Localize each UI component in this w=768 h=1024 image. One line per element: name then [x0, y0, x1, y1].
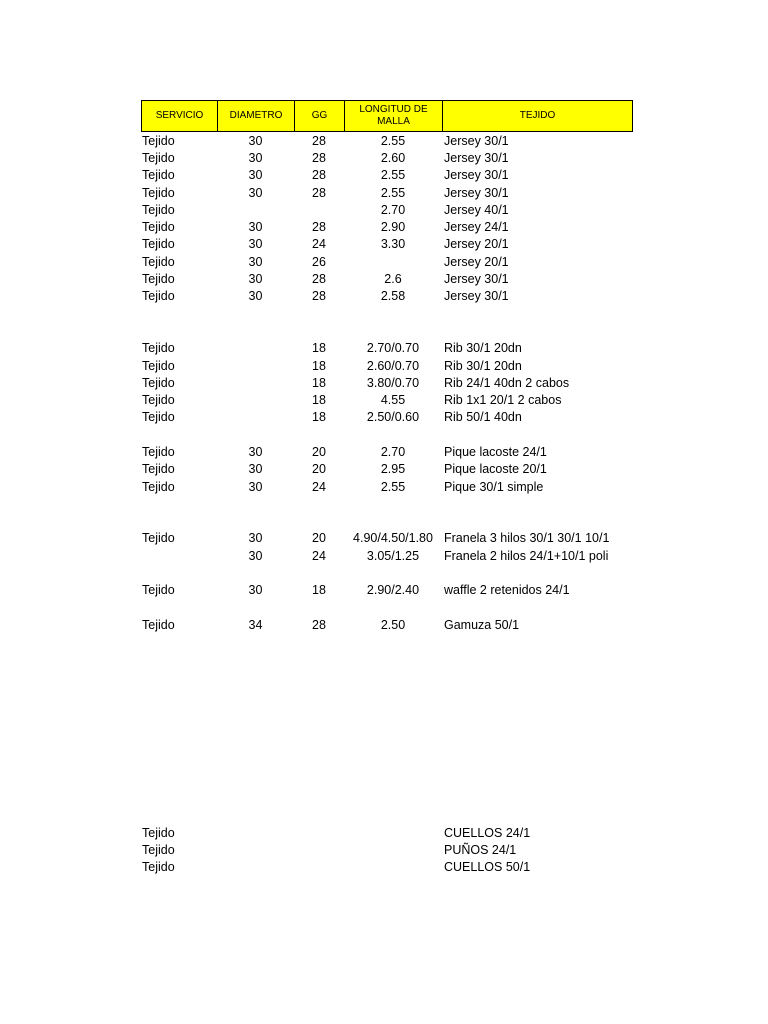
- table-row: [141, 478, 633, 495]
- diametro-cell: 30: [248, 168, 263, 183]
- table-row: [141, 357, 633, 374]
- longitud-cell: 2.70: [380, 202, 406, 217]
- table-body: [141, 132, 633, 876]
- servicio-cell: Tejido: [142, 289, 175, 304]
- servicio-cell: Tejido: [142, 479, 175, 494]
- longitud-cell: 4.55: [380, 393, 406, 408]
- tejido-cell: Jersey 20/1: [444, 237, 509, 252]
- gg-cell: 24: [312, 479, 326, 494]
- tejido-cell: Rib 24/1 40dn 2 cabos: [444, 375, 570, 390]
- tejido-cell: Rib 30/1 20dn: [444, 358, 522, 373]
- gg-cell: 28: [312, 617, 326, 632]
- gg-cell: 18: [312, 583, 326, 598]
- gg-cell: 18: [312, 358, 326, 373]
- table-row: [141, 461, 633, 478]
- servicio-cell: Tejido: [142, 133, 175, 148]
- header-gg: GG: [295, 101, 345, 131]
- servicio-cell: Tejido: [142, 444, 175, 459]
- gg-cell: 28: [312, 150, 326, 165]
- longitud-cell: 3.30: [380, 237, 406, 252]
- diametro-cell: 30: [248, 237, 263, 252]
- gg-cell: 26: [312, 254, 326, 269]
- table-row: [141, 686, 633, 703]
- table-row: [141, 599, 633, 616]
- servicio-cell: Tejido: [142, 168, 175, 183]
- table-row: [141, 582, 633, 599]
- servicio-cell: Tejido: [142, 842, 175, 857]
- table-row: [141, 288, 633, 305]
- gg-cell: 28: [312, 133, 326, 148]
- diametro-cell: 30: [248, 444, 263, 459]
- gg-cell: 28: [312, 272, 326, 287]
- longitud-cell: 2.60: [380, 150, 406, 165]
- tejido-cell: Jersey 30/1: [444, 133, 509, 148]
- table-row: [141, 201, 633, 218]
- header-servicio: SERVICIO: [142, 101, 218, 131]
- gg-cell: 28: [312, 185, 326, 200]
- table-row: [141, 720, 633, 737]
- gg-cell: 20: [312, 444, 326, 459]
- table-row: [141, 824, 633, 841]
- tejido-cell: CUELLOS 50/1: [444, 860, 531, 875]
- longitud-cell: 2.95: [380, 462, 406, 477]
- table-row: [141, 409, 633, 426]
- longitud-cell: 2.90: [380, 220, 406, 235]
- tejido-cell: Pique 30/1 simple: [444, 479, 544, 494]
- diametro-cell: 30: [248, 133, 263, 148]
- table-row: [141, 374, 633, 391]
- servicio-cell: Tejido: [142, 185, 175, 200]
- longitud-cell: 2.6: [384, 272, 402, 287]
- gg-cell: 24: [312, 548, 326, 563]
- table-row: [141, 218, 633, 235]
- table-row: [141, 167, 633, 184]
- diametro-cell: 34: [248, 617, 263, 632]
- longitud-cell: 3.05/1.25: [366, 548, 420, 563]
- table-row: [141, 391, 633, 408]
- longitud-cell: 2.50/0.60: [366, 410, 420, 425]
- servicio-cell: Tejido: [142, 462, 175, 477]
- longitud-cell: 2.58: [380, 289, 406, 304]
- table-header: [141, 100, 633, 132]
- servicio-cell: Tejido: [142, 375, 175, 390]
- table-row: [141, 443, 633, 460]
- tejido-cell: Rib 30/1 20dn: [444, 341, 522, 356]
- tejido-cell: Pique lacoste 24/1: [444, 444, 547, 459]
- servicio-cell: Tejido: [142, 860, 175, 875]
- longitud-cell: 2.55: [380, 168, 406, 183]
- diametro-cell: 30: [248, 254, 263, 269]
- longitud-cell: 3.80/0.70: [366, 375, 420, 390]
- table-row: [141, 236, 633, 253]
- tejido-cell: Jersey 30/1: [444, 272, 509, 287]
- servicio-cell: Tejido: [142, 531, 175, 546]
- table-row: [141, 547, 633, 564]
- diametro-cell: 30: [248, 220, 263, 235]
- table-row: [141, 616, 633, 633]
- table-row: [141, 651, 633, 668]
- tejido-cell: Rib 1x1 20/1 2 cabos: [444, 393, 562, 408]
- gg-cell: 28: [312, 220, 326, 235]
- table-row: [141, 634, 633, 651]
- table-row: [141, 184, 633, 201]
- longitud-cell: 2.50: [380, 617, 406, 632]
- gg-cell: 20: [312, 531, 326, 546]
- header-tejido: TEJIDO: [519, 110, 556, 121]
- longitud-cell: 2.70/0.70: [366, 341, 420, 356]
- table-row: [141, 703, 633, 720]
- table-row: [141, 426, 633, 443]
- diametro-cell: 30: [248, 531, 263, 546]
- header-diametro: DIAMETRO: [218, 101, 295, 131]
- table-row: [141, 340, 633, 357]
- servicio-cell: Tejido: [142, 202, 175, 217]
- gg-cell: 18: [312, 375, 326, 390]
- diametro-cell: 30: [248, 272, 263, 287]
- diametro-cell: 30: [248, 462, 263, 477]
- longitud-cell: 2.55: [380, 133, 406, 148]
- spreadsheet-table: [141, 100, 633, 876]
- servicio-cell: Tejido: [142, 150, 175, 165]
- servicio-cell: Tejido: [142, 393, 175, 408]
- table-row: [141, 789, 633, 806]
- table-row: [141, 322, 633, 339]
- servicio-cell: Tejido: [142, 410, 175, 425]
- tejido-cell: Jersey 30/1: [444, 289, 509, 304]
- gg-cell: 20: [312, 462, 326, 477]
- servicio-cell: Tejido: [142, 583, 175, 598]
- table-row: [141, 564, 633, 581]
- servicio-cell: Tejido: [142, 272, 175, 287]
- diametro-cell: 30: [248, 583, 263, 598]
- table-row: [141, 668, 633, 685]
- tejido-cell: Jersey 30/1: [444, 185, 509, 200]
- servicio-cell: Tejido: [142, 237, 175, 252]
- tejido-cell: waffle 2 retenidos 24/1: [444, 583, 570, 598]
- tejido-cell: CUELLOS 24/1: [444, 825, 531, 840]
- longitud-cell: 2.90/2.40: [366, 583, 420, 598]
- table-row: [141, 530, 633, 547]
- longitud-cell: 2.55: [380, 479, 406, 494]
- tejido-cell: Jersey 30/1: [444, 150, 509, 165]
- tejido-cell: Jersey 40/1: [444, 202, 509, 217]
- tejido-cell: Gamuza 50/1: [444, 617, 520, 632]
- servicio-cell: Tejido: [142, 617, 175, 632]
- gg-cell: 18: [312, 410, 326, 425]
- gg-cell: 28: [312, 168, 326, 183]
- table-row: [141, 495, 633, 512]
- diametro-cell: 30: [248, 150, 263, 165]
- longitud-cell: 2.70: [380, 444, 406, 459]
- table-row: [141, 858, 633, 875]
- gg-cell: 18: [312, 393, 326, 408]
- table-row: [141, 253, 633, 270]
- tejido-cell: Franela 2 hilos 24/1+10/1 poli: [444, 548, 609, 563]
- diametro-cell: 30: [248, 185, 263, 200]
- diametro-cell: 30: [248, 289, 263, 304]
- gg-cell: 18: [312, 341, 326, 356]
- servicio-cell: Tejido: [142, 341, 175, 356]
- servicio-cell: Tejido: [142, 254, 175, 269]
- tejido-cell: Jersey 20/1: [444, 254, 509, 269]
- servicio-cell: Tejido: [142, 825, 175, 840]
- tejido-cell: PUÑOS 24/1: [444, 842, 517, 857]
- tejido-cell: Pique lacoste 20/1: [444, 462, 547, 477]
- servicio-cell: Tejido: [142, 358, 175, 373]
- diametro-cell: 30: [248, 548, 263, 563]
- table-row: [141, 841, 633, 858]
- table-row: [141, 737, 633, 754]
- longitud-cell: 4.90/4.50/1.80: [353, 531, 433, 546]
- tejido-cell: Jersey 24/1: [444, 220, 509, 235]
- longitud-cell: 2.55: [380, 185, 406, 200]
- diametro-cell: 30: [248, 479, 263, 494]
- table-row: [141, 305, 633, 322]
- table-row: [141, 807, 633, 824]
- header-longitud-de-malla: LONGITUD DE MALLA: [345, 101, 443, 131]
- tejido-cell: Rib 50/1 40dn: [444, 410, 522, 425]
- table-row: [141, 132, 633, 149]
- tejido-cell: Jersey 30/1: [444, 168, 509, 183]
- table-row: [141, 149, 633, 166]
- table-row: [141, 772, 633, 789]
- gg-cell: 28: [312, 289, 326, 304]
- longitud-cell: 2.60/0.70: [366, 358, 420, 373]
- servicio-cell: Tejido: [142, 220, 175, 235]
- table-row: [141, 270, 633, 287]
- tejido-cell: Franela 3 hilos 30/1 30/1 10/1: [444, 531, 610, 546]
- table-row: [141, 755, 633, 772]
- table-row: [141, 513, 633, 530]
- gg-cell: 24: [312, 237, 326, 252]
